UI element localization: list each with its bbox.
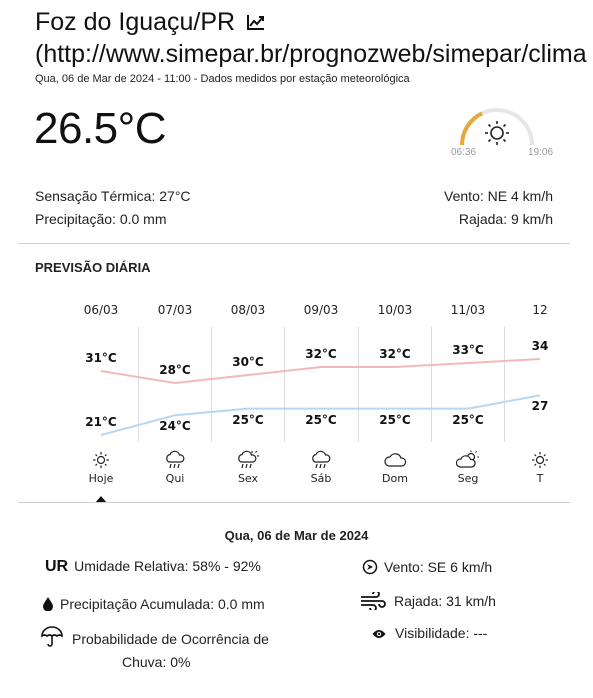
forecast-max-temp: 34 — [531, 339, 549, 353]
visibility-row — [372, 625, 487, 642]
rain-probability-line1: Probabilidade de Ocorrência de — [72, 631, 269, 647]
forecast-title: PREVISÃO DIÁRIA — [35, 260, 151, 275]
visibility-text: Visibilidade: --- — [395, 625, 488, 641]
forecast-day-label[interactable]: Qui — [165, 472, 185, 485]
day-wind-text: Vento: SE 6 km/h — [384, 559, 493, 576]
divider — [18, 502, 570, 503]
forecast-date: 06/03 — [83, 303, 119, 317]
forecast-max-temp: 33°C — [452, 343, 484, 357]
forecast-min-temp: 25°C — [232, 412, 264, 427]
forecast-min-temp: 27 — [531, 399, 549, 414]
forecast-date: 08/03 — [230, 303, 266, 317]
forecast-date: 12 — [532, 303, 548, 317]
forecast-max-temp: 28°C — [159, 363, 191, 377]
measurement-subtitle: Qua, 06 de Mar de 2024 - 11:00 - Dados medidos por estação meteorológica — [35, 73, 410, 85]
gust-text: Rajada: 9 km/h — [458, 211, 553, 227]
wind-row — [362, 559, 492, 578]
forecast-min-temp: 24°C — [159, 419, 191, 434]
forecast-min-temp: 25°C — [305, 412, 337, 427]
forecast-date: 10/03 — [377, 303, 413, 317]
drop-icon — [42, 597, 54, 614]
source-url-link[interactable]: (http://www.simepar.br/prognozweb/simepar/clima — [35, 40, 587, 68]
precip-accum-text: Precipitação Acumulada: 0.0 mm — [60, 596, 265, 612]
eye-icon — [372, 626, 386, 642]
day-gust-text: Rajada: 31 km/h — [394, 593, 496, 610]
umbrella-icon — [40, 626, 64, 653]
humidity-row — [45, 558, 261, 576]
feels-like-text: Sensação Térmica: 27°C — [35, 188, 191, 204]
precip-row — [42, 596, 265, 614]
forecast-min-temp: 25°C — [452, 412, 484, 427]
forecast-day-label[interactable]: Sex — [237, 472, 259, 485]
forecast-day-label[interactable]: Hoje — [88, 472, 114, 485]
humidity-text: Umidade Relativa: 58% - 92% — [74, 558, 261, 574]
forecast-min-temp: 21°C — [85, 415, 117, 429]
rain-probability-line2: Chuva: 0% — [122, 654, 191, 670]
wind-gust-icon — [360, 592, 386, 613]
sunrise-time: 06:36 — [451, 147, 477, 158]
forecast-max-temp: 32°C — [379, 347, 411, 361]
forecast-day-label[interactable]: Dom — [382, 472, 408, 485]
sunset-time: 19:06 — [528, 147, 554, 158]
forecast-max-temp: 30°C — [232, 355, 264, 369]
max-temp-line — [101, 359, 540, 383]
forecast-date: 07/03 — [157, 303, 193, 317]
selected-day-date: Qua, 06 de Mar de 2024 — [224, 528, 369, 543]
forecast-max-temp: 31°C — [85, 351, 117, 365]
forecast-date: 11/03 — [450, 303, 486, 317]
forecast-day-label[interactable]: Seg — [457, 472, 479, 485]
precipitation-text: Precipitação: 0.0 mm — [35, 211, 167, 227]
ur-badge: UR — [45, 558, 69, 575]
forecast-day-label[interactable]: Sáb — [310, 472, 332, 485]
forecast-date: 09/03 — [303, 303, 339, 317]
forecast-max-temp: 32°C — [305, 347, 337, 361]
forecast-day-label[interactable]: T — [536, 472, 544, 485]
gust-row — [360, 592, 496, 613]
min-temp-line — [101, 395, 540, 435]
forecast-min-temp: 25°C — [379, 412, 411, 427]
compass-icon — [362, 559, 378, 578]
wind-text: Vento: NE 4 km/h — [444, 188, 553, 204]
city-name: Foz do Iguaçu/PR — [35, 8, 236, 36]
current-temperature: 26.5°C — [34, 104, 167, 153]
